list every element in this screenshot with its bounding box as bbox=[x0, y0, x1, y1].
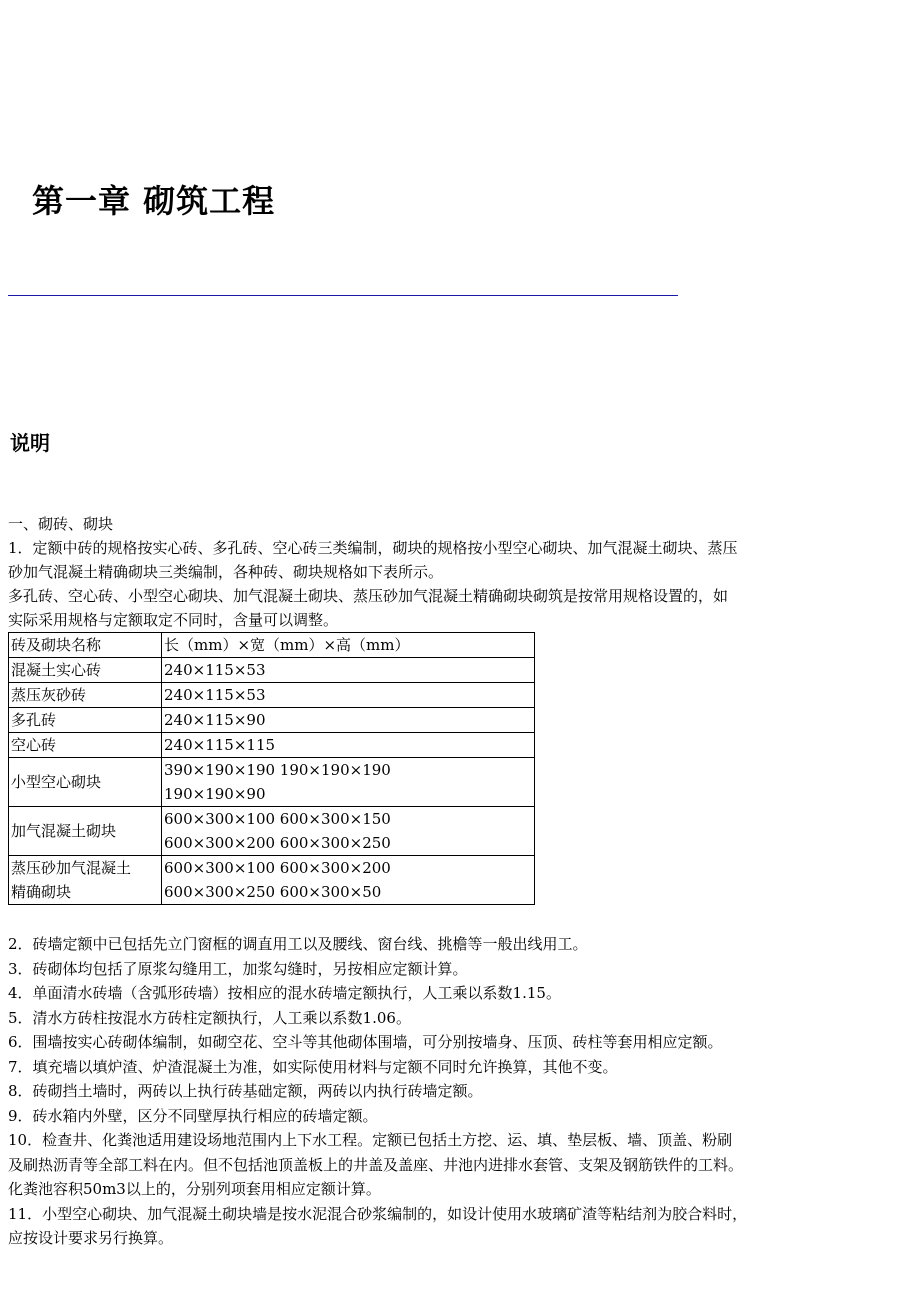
table-cell-name: 加气混凝土砌块 bbox=[9, 807, 162, 856]
spec-line: 600×300×200 600×300×250 bbox=[164, 834, 391, 852]
table-row bbox=[9, 807, 535, 856]
table-cell-spec bbox=[162, 807, 535, 856]
table-cell-name: 小型空心砌块 bbox=[9, 758, 162, 807]
table-cell-spec: 240×115×53 bbox=[162, 683, 535, 708]
chapter-title: 第一章 砌筑工程 bbox=[32, 182, 276, 220]
table-cell-name: 多孔砖 bbox=[9, 708, 162, 733]
intro-para2-line1: 多孔砖、空心砖、小型空心砌块、加气混凝土砌块、蒸压砂加气混凝土精确砌块砌筑是按常用规格设置的，如 bbox=[8, 587, 729, 605]
rules-text bbox=[8, 932, 914, 1251]
intro-text bbox=[8, 512, 914, 632]
spec-line: 600×300×250 600×300×50 bbox=[164, 883, 382, 901]
table-cell-name: 蒸压灰砂砖 bbox=[9, 683, 162, 708]
table-cell-spec bbox=[162, 856, 535, 905]
rule-line: 4．单面清水砖墙（含弧形砖墙）按相应的混水砖墙定额执行，人工乘以系数1.15。 bbox=[8, 984, 561, 1002]
brick-spec-table bbox=[8, 632, 535, 905]
table-cell-spec: 240×115×115 bbox=[162, 733, 535, 758]
rule-line: 8．砖砌挡土墙时，两砖以上执行砖基础定额，两砖以内执行砖墙定额。 bbox=[8, 1082, 483, 1100]
rule-line: 10．检查井、化粪池适用建设场地范围内上下水工程。定额已包括土方挖、运、填、垫层板、墙、顶盖、粉刷 bbox=[8, 1131, 733, 1149]
rule-line: 3．砖砌体均包括了原浆勾缝用工，加浆勾缝时，另按相应定额计算。 bbox=[8, 959, 468, 978]
rule-line: 应按设计要求另行换算。 bbox=[8, 1229, 174, 1247]
table-row bbox=[9, 758, 535, 807]
horizontal-rule bbox=[8, 295, 678, 296]
table-row bbox=[9, 683, 535, 708]
table-row bbox=[9, 733, 535, 758]
name-line: 精确砌块 bbox=[11, 883, 72, 901]
intro-heading: 一、砌砖、砌块 bbox=[8, 515, 114, 533]
table-row bbox=[9, 658, 535, 683]
spec-line: 600×300×100 600×300×150 bbox=[164, 810, 391, 828]
table-header-row bbox=[9, 633, 535, 658]
table-header-cell: 长（mm）×宽（mm）×高（mm） bbox=[162, 633, 535, 658]
rule-line: 5．清水方砖柱按混水方砖柱定额执行，人工乘以系数1.06。 bbox=[8, 1008, 411, 1027]
table-cell-spec bbox=[162, 758, 535, 807]
intro-para1-line2: 砂加气混凝土精确砌块三类编制，各种砖、砌块规格如下表所示。 bbox=[8, 563, 444, 581]
table-row bbox=[9, 708, 535, 733]
intro-para2-line2: 实际采用规格与定额取定不同时，含量可以调整。 bbox=[8, 611, 339, 629]
rule-line: 9．砖水箱内外壁，区分不同壁厚执行相应的砖墙定额。 bbox=[8, 1106, 378, 1125]
spec-line: 190×190×90 bbox=[164, 785, 266, 803]
table-cell-name: 空心砖 bbox=[9, 733, 162, 758]
rule-line: 2．砖墙定额中已包括先立门窗框的调直用工以及腰线、窗台线、挑檐等一般出线用工。 bbox=[8, 935, 588, 953]
table-cell-spec: 240×115×53 bbox=[162, 658, 535, 683]
rule-line: 及刷热沥青等全部工料在内。但不包括池顶盖板上的井盖及盖座、井池内进排水套管、支架及钢筋铁件的工料。 bbox=[8, 1155, 744, 1174]
spec-line: 600×300×100 600×300×200 bbox=[164, 859, 391, 877]
table-cell-spec: 240×115×90 bbox=[162, 708, 535, 733]
spec-line: 390×190×190 190×190×190 bbox=[164, 761, 391, 779]
rule-line: 7．填充墙以填炉渣、炉渣混凝土为准，如实际使用材料与定额不同时允许换算，其他不变。 bbox=[8, 1057, 618, 1076]
rule-line: 11．小型空心砌块、加气混凝土砌块墙是按水泥混合砂浆编制的，如设计使用水玻璃矿渣等粘结剂为胶合料时， bbox=[8, 1204, 748, 1223]
intro-para1-line1: 1．定额中砖的规格按实心砖、多孔砖、空心砖三类编制，砌块的规格按小型空心砌块、加气混凝土砌块、蒸压 bbox=[8, 539, 738, 557]
rule-line: 化粪池容积50m3以上的，分别列项套用相应定额计算。 bbox=[8, 1180, 381, 1198]
table-cell-name: 混凝土实心砖 bbox=[9, 658, 162, 683]
rule-line: 6．围墙按实心砖砌体编制，如砌空花、空斗等其他砌体围墙，可分别按墙身、压顶、砖柱等套用相应定额。 bbox=[8, 1033, 723, 1051]
name-line: 蒸压砂加气混凝土 bbox=[11, 859, 132, 877]
table-cell-name bbox=[9, 856, 162, 905]
table-row bbox=[9, 856, 535, 905]
section-title: 说明 bbox=[10, 431, 50, 455]
table-header-cell: 砖及砌块名称 bbox=[9, 633, 162, 658]
